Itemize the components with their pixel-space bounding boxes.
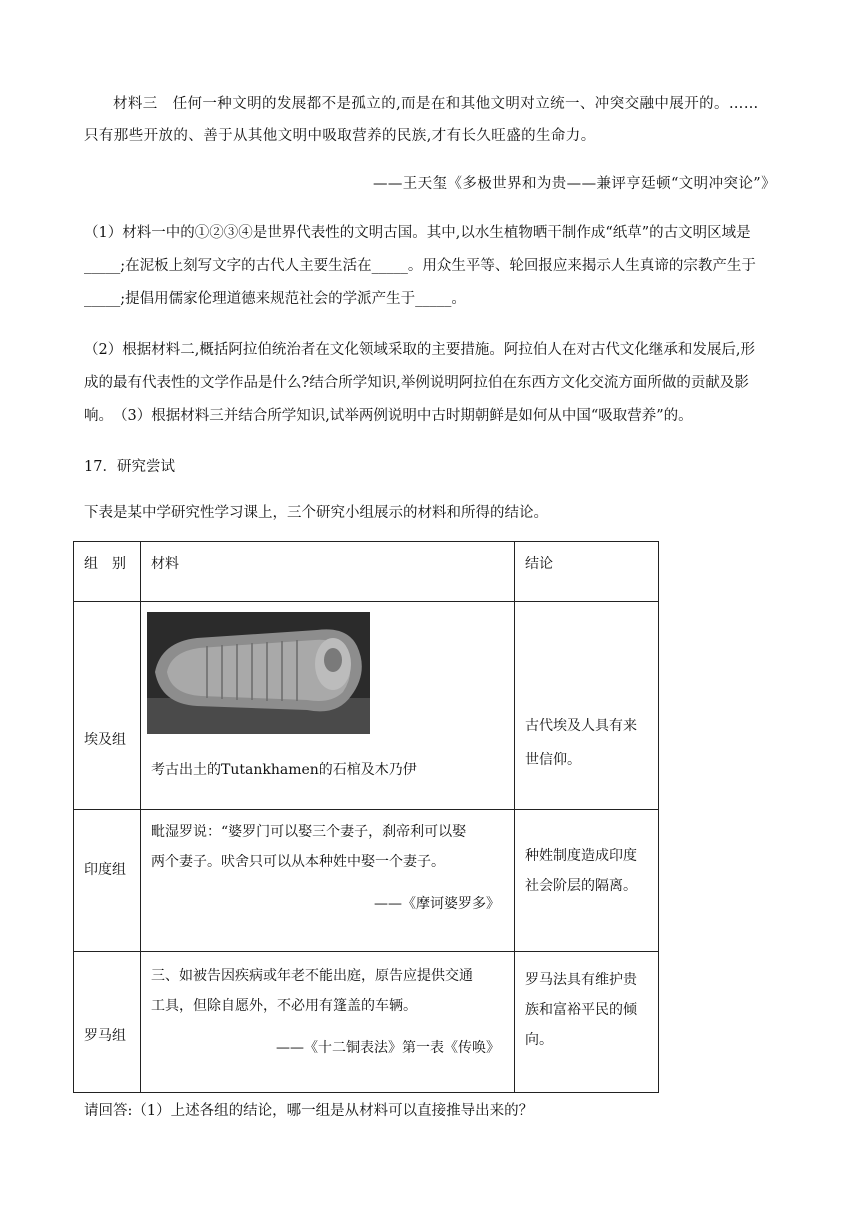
india-conclusion-line2: 社会阶层的隔离。 [525, 878, 637, 894]
table-row [74, 810, 659, 952]
header-material: 材料 [151, 556, 179, 572]
material3-source: ——王天玺《多极世界和为贵——兼评亨廷顿“文明冲突论”》 [372, 176, 776, 192]
table-row [74, 602, 659, 810]
india-material-source: ——《摩诃婆罗多》 [374, 896, 500, 912]
material3-line1: 材料三 任何一种文明的发展都不是孤立的,而是在和其他文明对立统一、冲突交融中展开的。…… [113, 96, 759, 112]
closing-question: 请回答:（1）上述各组的结论，哪一组是从材料可以直接推导出来的？ [84, 1103, 534, 1119]
group-rome: 罗马组 [84, 1028, 126, 1044]
egypt-caption: 考古出土的Tutankhamen的石棺及木乃伊 [151, 762, 417, 778]
q1-line3: _____;提倡用儒家伦理道德来规范社会的学派产生于_____。 [84, 291, 466, 307]
india-material-line2: 两个妻子。吠舍只可以从本种姓中娶一个妻子。 [151, 854, 445, 870]
header-group: 组 别 [84, 556, 126, 572]
q17-intro: 下表是某中学研究性学习课上，三个研究小组展示的材料和所得的结论。 [84, 505, 548, 521]
table-header-row [74, 542, 659, 602]
q2-line2: 成的最有代表性的文学作品是什么?结合所学知识,举例说明阿拉伯在东西方文化交流方面所做的贡献及影 [84, 375, 749, 391]
header-conclusion: 结论 [525, 556, 553, 572]
rome-material-source: ——《十二铜表法》第一表《传唤》 [276, 1040, 500, 1056]
india-conclusion-line1: 种姓制度造成印度 [525, 848, 637, 864]
q2-line1: （2）根据材料二,概括阿拉伯统治者在文化领域采取的主要措施。阿拉伯人在对古代文化继承和发展后,形 [84, 342, 755, 358]
egypt-conclusion-line1: 古代埃及人具有来 [525, 718, 637, 734]
egypt-conclusion-line2: 世信仰。 [525, 752, 581, 768]
q17-heading: 17．研究尝试 [84, 459, 175, 475]
rome-material-line2: 工具，但除自愿外，不必用有篷盖的车辆。 [151, 998, 417, 1014]
sarcophagus-image [147, 612, 370, 734]
india-material-line1: 毗湿罗说：“婆罗门可以娶三个妻子，刹帝利可以娶 [151, 824, 467, 840]
q1-line1: （1）材料一中的①②③④是世界代表性的文明古国。其中,以水生植物晒干制作成“纸草”的古文明区域是 [84, 225, 751, 241]
group-egypt: 埃及组 [84, 732, 126, 748]
q2-line3: 响。 （3）根据材料三并结合所学知识,试举两例说明中古时期朝鲜是如何从中国“吸取营养”的。 [84, 408, 693, 424]
table-row [74, 952, 659, 1093]
q1-line2: _____;在泥板上刻写文字的古代人主要生活在_____。用众生平等、轮回报应来揭示人生真谛的宗教产生于 [84, 258, 756, 274]
material3-line2: 只有那些开放的、善于从其他文明中吸取营养的民族,才有长久旺盛的生命力。 [84, 128, 596, 144]
rome-material-line1: 三、如被告因疾病或年老不能出庭，原告应提供交通 [151, 968, 473, 984]
rome-conclusion-line3: 向。 [525, 1032, 553, 1048]
rome-conclusion-line1: 罗马法具有维护贵 [525, 972, 637, 988]
group-india: 印度组 [84, 862, 126, 878]
rome-conclusion-line2: 族和富裕平民的倾 [525, 1002, 637, 1018]
research-table [73, 541, 659, 1093]
